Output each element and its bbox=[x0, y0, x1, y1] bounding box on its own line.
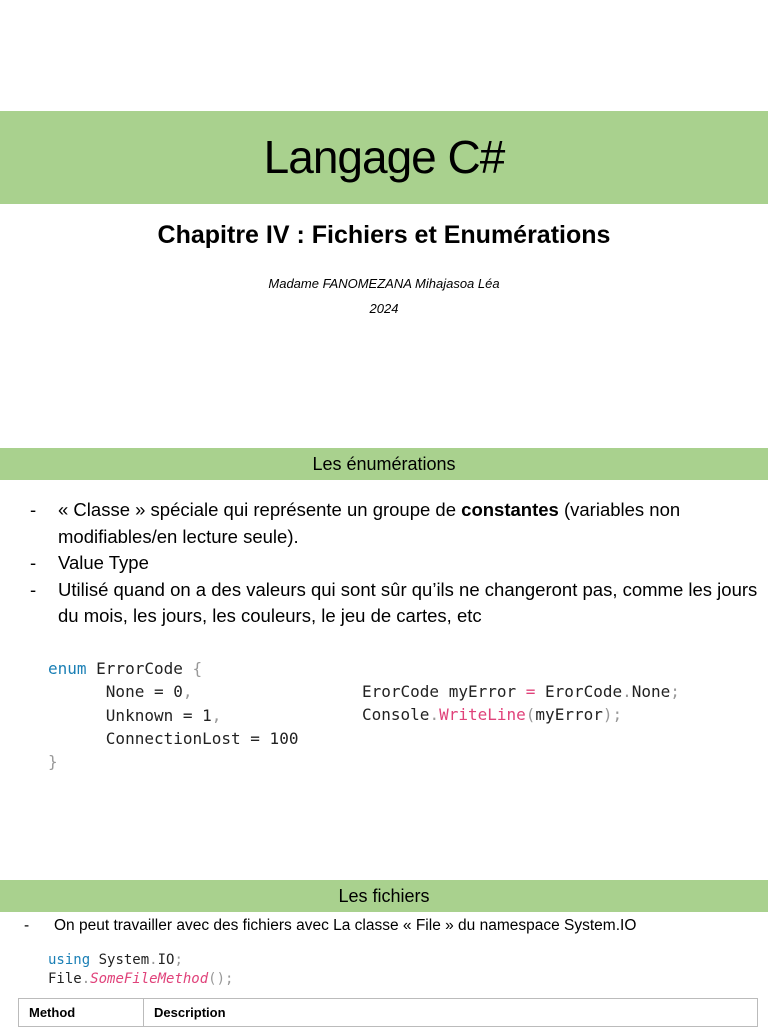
title-banner bbox=[0, 111, 768, 204]
files-code-block bbox=[48, 951, 233, 989]
code-token: ErrorCode bbox=[86, 659, 193, 678]
code-method: WriteLine bbox=[439, 705, 526, 725]
code-punct: , bbox=[211, 705, 222, 725]
code-punct: ); bbox=[602, 705, 623, 725]
bullet-bold-text: constantes bbox=[461, 499, 559, 520]
code-punct: ; bbox=[670, 682, 680, 701]
code-punct: . bbox=[622, 682, 632, 701]
author: Madame FANOMEZANA Mihajasoa Léa bbox=[268, 276, 500, 291]
code-punct: . bbox=[149, 952, 158, 968]
bullet-text: Value Type bbox=[58, 552, 149, 573]
code-punct: . bbox=[429, 705, 440, 725]
page-title: Langage C# bbox=[263, 131, 505, 183]
code-token: Unknown = 1 bbox=[48, 705, 212, 725]
code-punct: ( bbox=[525, 705, 536, 725]
code-token: ErorCode myError bbox=[362, 682, 526, 701]
code-punct: } bbox=[48, 752, 58, 772]
list-item bbox=[30, 550, 760, 577]
code-punct: { bbox=[192, 659, 203, 678]
list-item bbox=[30, 577, 760, 630]
column-header-method: Method bbox=[19, 999, 144, 1027]
code-operator: = bbox=[525, 682, 536, 701]
bullet-text: Utilisé quand on a des valeurs qui sont sûr qu’ils ne changeront pas, comme les jours du mois, les jours, les couleurs, le jeu de cartes, etc bbox=[58, 578, 758, 626]
chapter-title: Chapitre IV : Fichiers et Enumérations bbox=[157, 221, 611, 249]
usage-code-block bbox=[362, 680, 680, 727]
code-keyword: using bbox=[48, 952, 91, 968]
enum-code-block bbox=[48, 657, 298, 773]
code-token: None bbox=[631, 682, 671, 701]
code-punct: (); bbox=[208, 971, 234, 987]
bullet-dash: - bbox=[30, 552, 37, 573]
enum-section-banner bbox=[0, 448, 768, 480]
code-keyword: enum bbox=[48, 659, 87, 678]
code-token: Console bbox=[362, 705, 430, 725]
list-item bbox=[30, 497, 760, 550]
code-punct: ; bbox=[174, 952, 183, 968]
bullet-text: « Classe » spéciale qui représente un groupe de bbox=[58, 499, 462, 520]
code-token: IO bbox=[157, 952, 175, 968]
files-section-heading: Les fichiers bbox=[338, 886, 430, 906]
files-section-banner bbox=[0, 880, 768, 912]
year: 2024 bbox=[369, 301, 399, 316]
code-token: System bbox=[90, 952, 150, 968]
bullet-dash: - bbox=[24, 917, 30, 934]
code-token: None = 0 bbox=[48, 682, 183, 702]
enum-bullet-list bbox=[30, 497, 760, 630]
code-token: ConnectionLost = 100 bbox=[48, 728, 299, 748]
code-token: myError bbox=[535, 705, 603, 725]
bullet-dash: - bbox=[30, 578, 37, 600]
file-methods-table bbox=[18, 998, 758, 1027]
files-bullet bbox=[24, 917, 636, 935]
enum-section-heading: Les énumérations bbox=[312, 454, 456, 474]
table-header-row bbox=[19, 999, 758, 1027]
column-header-description: Description bbox=[144, 999, 758, 1027]
code-token: File bbox=[48, 971, 82, 987]
bullet-text: On peut travailler avec des fichiers avec La classe « File » du namespace System.IO bbox=[54, 917, 637, 934]
code-punct: , bbox=[182, 682, 193, 702]
bullet-text: (variables non modifiables/en lecture seule). bbox=[58, 499, 681, 547]
code-punct: . bbox=[81, 971, 91, 987]
code-method: SomeFileMethod bbox=[90, 971, 209, 987]
code-token: ErorCode bbox=[535, 682, 623, 701]
bullet-dash: - bbox=[30, 499, 37, 520]
